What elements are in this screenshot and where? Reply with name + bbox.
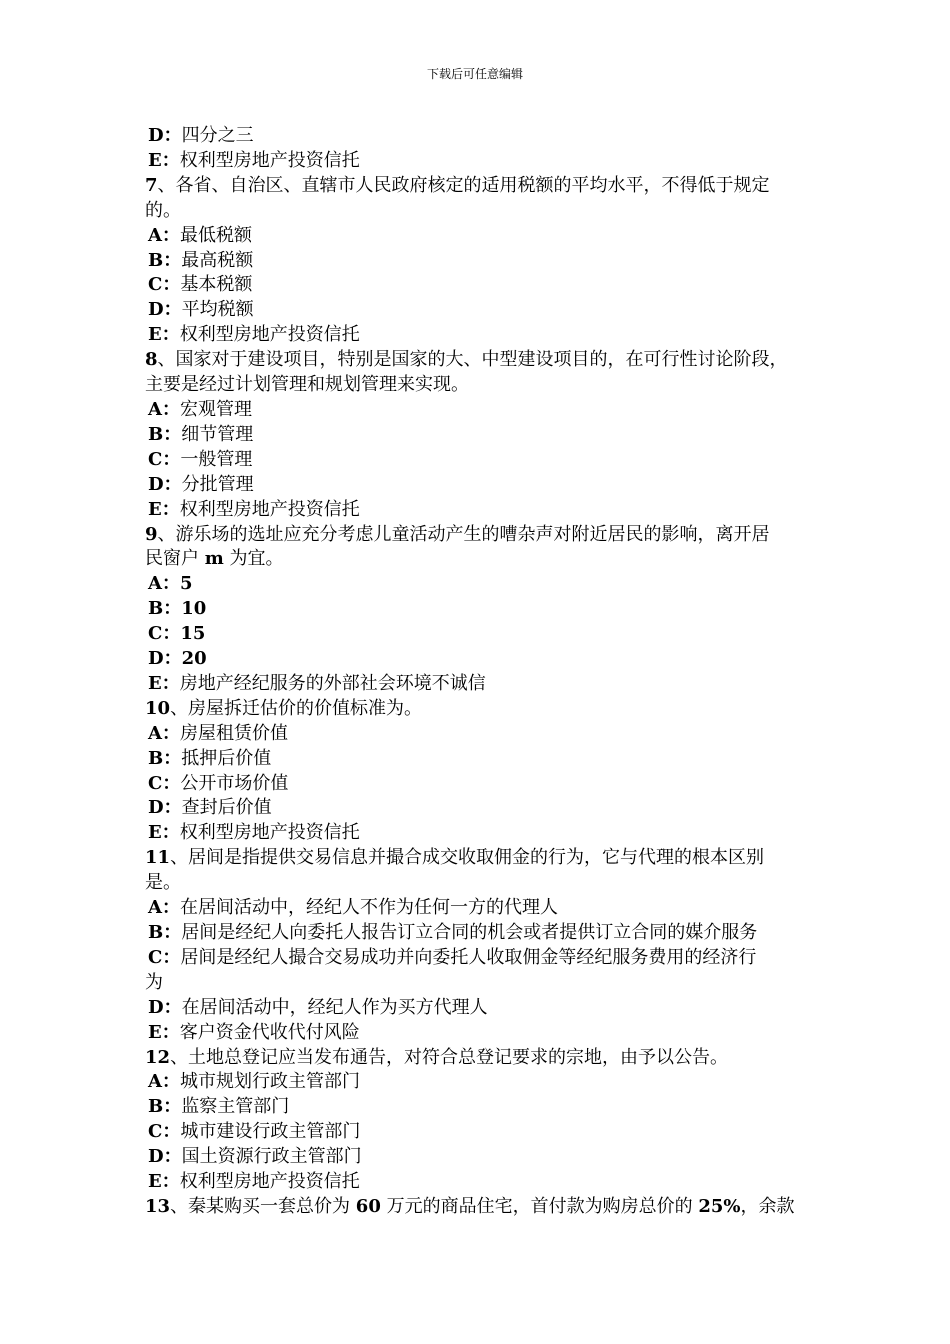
- answer-option: [145, 572, 825, 597]
- answer-option: [145, 921, 825, 946]
- option-letter: E：: [148, 324, 180, 346]
- option-letter: A：: [148, 573, 180, 595]
- option-letter: E：: [148, 1171, 180, 1193]
- continuation-line: [145, 971, 825, 996]
- question-text: 、土地总登记应当发布通告，对符合总登记要求的宗地，由予以公告。: [170, 1046, 729, 1068]
- option-letter: C：: [148, 623, 181, 645]
- option-text: 客户资金代收代付风险: [179, 1021, 360, 1043]
- answer-option: [145, 747, 825, 772]
- question-text: 、国家对于建设项目，特别是国家的大、中型建设项目的，在可行性讨论阶段，: [157, 349, 788, 371]
- option-letter: C：: [148, 448, 181, 470]
- question-text: 、游乐场的选址应充分考虑儿童活动产生的嘈杂声对附近居民的影响，离开居: [157, 523, 770, 545]
- answer-option: [145, 398, 825, 423]
- option-letter: D：: [148, 299, 182, 321]
- question-number: 9: [145, 523, 158, 545]
- option-letter: D：: [148, 648, 182, 670]
- option-text: 城市规划行政主管部门: [179, 1071, 360, 1093]
- option-text: 权利型房地产投资信托: [179, 822, 360, 844]
- line-text: 是。: [145, 872, 181, 894]
- answer-option: [145, 249, 825, 274]
- answer-option: [145, 1170, 825, 1195]
- option-text: 居间是经纪人撮合交易成功并向委托人收取佣金等经纪服务费用的经济行: [180, 946, 757, 968]
- option-letter: C：: [148, 1121, 181, 1143]
- continuation-line: [145, 373, 825, 398]
- answer-option: [145, 622, 825, 647]
- answer-option: [145, 1070, 825, 1095]
- continuation-line: [145, 199, 825, 224]
- option-letter: E：: [148, 672, 180, 694]
- answer-option: [145, 597, 825, 622]
- answer-option: [145, 448, 825, 473]
- line-text: 的。: [145, 199, 181, 221]
- option-letter: B：: [148, 423, 182, 445]
- option-text: 城市建设行政主管部门: [180, 1121, 361, 1143]
- option-letter: A：: [148, 722, 180, 744]
- answer-option: [145, 224, 825, 249]
- question-text: 、居间是指提供交易信息并撮合成交收取佣金的行为，它与代理的根本区别: [170, 847, 765, 869]
- answer-option: [145, 996, 825, 1021]
- question-line: [145, 697, 825, 722]
- question-line: [145, 1195, 825, 1220]
- option-text: 分批管理: [181, 473, 254, 495]
- option-text: 5: [179, 573, 193, 595]
- option-letter: E：: [148, 1021, 180, 1043]
- option-text: 公开市场价值: [180, 772, 289, 794]
- question-text: 、房屋拆迁估价的价值标准为。: [170, 697, 423, 719]
- option-text: 基本税额: [180, 274, 253, 296]
- question-text: 、秦某购买一套总价为: [170, 1195, 356, 1217]
- option-text: 15: [180, 623, 206, 645]
- answer-option: [145, 498, 825, 523]
- answer-option: [145, 946, 825, 971]
- option-text: 抵押后价值: [181, 747, 272, 769]
- option-letter: A：: [148, 897, 180, 919]
- line-text: 主要是经过计划管理和规划管理来实现。: [145, 374, 469, 396]
- question-number: 11: [145, 847, 171, 869]
- option-text: 权利型房地产投资信托: [179, 1171, 360, 1193]
- question-text: 万元的商品住宅，首付款为购房总价的: [380, 1195, 699, 1217]
- document-body: [145, 124, 825, 1220]
- option-text: 在居间活动中，经纪人不作为任何一方的代理人: [179, 897, 558, 919]
- option-letter: E：: [148, 498, 180, 520]
- answer-option: [145, 149, 825, 174]
- option-letter: C：: [148, 274, 181, 296]
- answer-option: [145, 772, 825, 797]
- answer-option: [145, 1145, 825, 1170]
- option-letter: E：: [148, 822, 180, 844]
- option-letter: D：: [148, 125, 182, 146]
- question-text: 25%: [698, 1195, 741, 1217]
- answer-option: [145, 298, 825, 323]
- option-text: 权利型房地产投资信托: [179, 324, 360, 346]
- continuation-line: [145, 871, 825, 896]
- line-text: 为: [145, 971, 163, 993]
- option-letter: D：: [148, 473, 182, 495]
- option-letter: B：: [148, 1096, 182, 1118]
- option-text: 细节管理: [181, 423, 254, 445]
- answer-option: [145, 896, 825, 921]
- line-text-bold: m: [204, 548, 224, 570]
- question-number: 10: [145, 697, 171, 719]
- answer-option: [145, 323, 825, 348]
- option-letter: C：: [148, 946, 181, 968]
- question-number: 12: [145, 1046, 171, 1068]
- option-letter: D：: [148, 1146, 182, 1168]
- answer-option: [145, 423, 825, 448]
- option-letter: D：: [148, 996, 182, 1018]
- answer-option: [145, 821, 825, 846]
- answer-option: [145, 796, 825, 821]
- option-letter: A：: [148, 224, 180, 246]
- option-letter: C：: [148, 772, 181, 794]
- answer-option: [145, 1095, 825, 1120]
- option-letter: A：: [148, 398, 180, 420]
- option-text: 查封后价值: [181, 797, 272, 819]
- option-text: 居间是经纪人向委托人报告订立合同的机会或者提供订立合同的媒介服务: [181, 922, 758, 943]
- option-letter: E：: [148, 149, 180, 171]
- question-number: 13: [145, 1195, 171, 1217]
- option-text: 最高税额: [181, 249, 254, 271]
- option-text: 权利型房地产投资信托: [179, 498, 360, 520]
- option-text: 国土资源行政主管部门: [181, 1146, 362, 1168]
- question-line: [145, 348, 825, 373]
- option-text: 在居间活动中，经纪人作为买方代理人: [181, 996, 488, 1018]
- question-number: 7: [145, 174, 158, 196]
- option-text: 四分之三: [181, 125, 254, 146]
- line-text: 为宜。: [223, 548, 284, 570]
- option-text: 权利型房地产投资信托: [179, 149, 360, 171]
- question-text: ，余款: [740, 1195, 795, 1217]
- question-line: [145, 1046, 825, 1071]
- option-letter: A：: [148, 1071, 180, 1093]
- question-number: 8: [145, 349, 158, 371]
- question-text: 60: [355, 1195, 381, 1217]
- option-letter: B：: [148, 249, 182, 271]
- question-line: [145, 523, 825, 548]
- answer-option: [145, 647, 825, 672]
- option-letter: D：: [148, 797, 182, 819]
- option-text: 一般管理: [180, 448, 253, 470]
- answer-option: [145, 1120, 825, 1145]
- question-text: 、各省、自治区、直辖市人民政府核定的适用税额的平均水平，不得低于规定: [157, 174, 770, 196]
- answer-option: [145, 1021, 825, 1046]
- page-header: 下载后可任意编辑: [426, 67, 523, 81]
- answer-option: [145, 273, 825, 298]
- continuation-line: [145, 547, 825, 572]
- option-letter: B：: [148, 922, 182, 943]
- option-text: 宏观管理: [179, 398, 252, 420]
- option-text: 10: [181, 598, 207, 620]
- option-letter: B：: [148, 598, 182, 620]
- option-text: 监察主管部门: [181, 1096, 290, 1118]
- option-text: 房地产经纪服务的外部社会环境不诚信: [179, 672, 486, 694]
- option-text: 房屋租赁价值: [179, 722, 288, 744]
- answer-option: [145, 672, 825, 697]
- option-text: 20: [181, 648, 207, 670]
- answer-option: [145, 722, 825, 747]
- option-text: 平均税额: [181, 299, 254, 321]
- answer-option: [145, 124, 825, 149]
- line-text: 民窗户: [145, 548, 205, 570]
- option-text: 最低税额: [179, 224, 252, 246]
- option-letter: B：: [148, 747, 182, 769]
- question-line: [145, 846, 825, 871]
- question-line: [145, 174, 825, 199]
- answer-option: [145, 473, 825, 498]
